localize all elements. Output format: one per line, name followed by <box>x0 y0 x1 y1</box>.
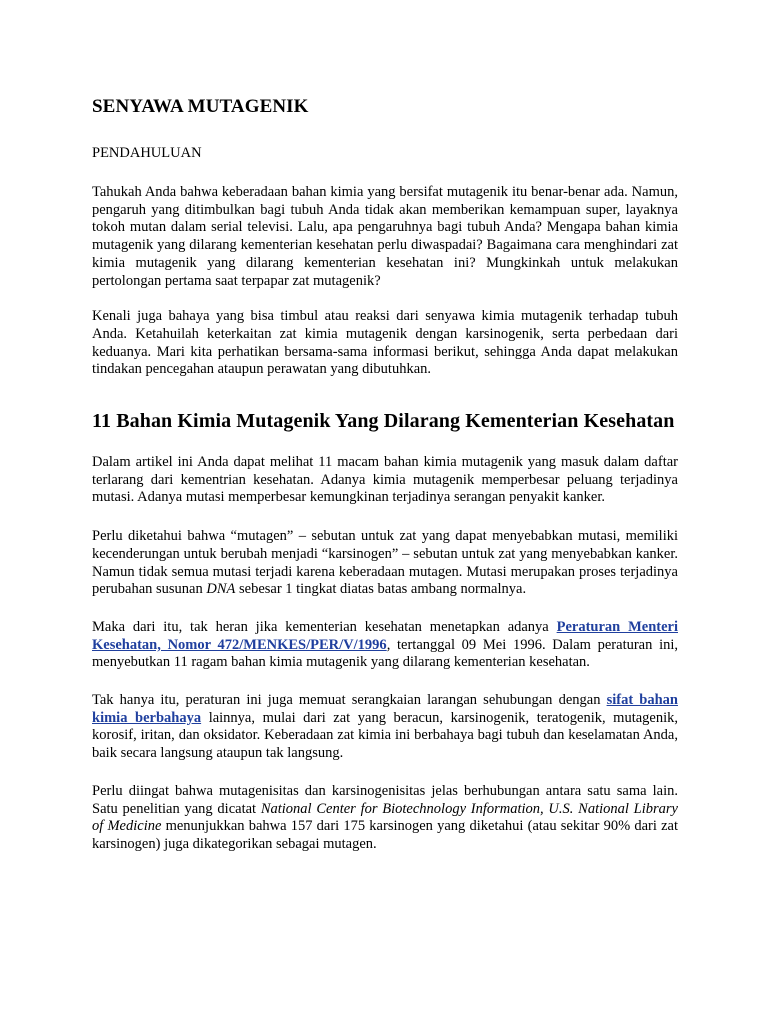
paragraph-text: Maka dari itu, tak heran jika kementerian kesehatan menetapkan adanya <box>92 618 557 635</box>
paragraph-text: Perlu diketahui bahwa “mutagen” – sebutan untuk zat yang dapat menyebabkan mutasi, memiliki kecenderungan untuk berubah menjadi “karsinogen” – sebutan untuk zat yang menyebabkan kanker. Namun tidak semua mutasi terjadi karena keberadaan mutagen. Mutasi merupakan proses terjadinya perubahan susunan <box>92 528 678 598</box>
ncbi-italic-text: National Center for Biotechnology Information, U.S. National Library of Medicine <box>92 800 678 835</box>
subheading-pendahuluan: PENDAHULUAN <box>92 145 202 161</box>
section-title: 11 Bahan Kimia Mutagenik Yang Dilarang Kementerian Kesehatan <box>92 410 675 433</box>
hazardous-chemicals-link[interactable]: sifat bahan kimia berbahaya <box>92 692 678 726</box>
intro-paragraph-1: Tahukah Anda bahwa keberadaan bahan kimia yang bersifat mutagenik itu benar-benar ada. Namun, pengaruh yang ditimbulkan bagi tubuh Anda tidak akan memberikan kemampuan super, layaknya tokoh mutan dalam serial televisi. Lalu, apa pengaruhnya bagi tubuh Anda? Mengapa bahan kimia mutagenik yang dilarang kementerian kesehatan perlu diwaspadai? Bagaimana cara menghindari zat kimia mutagenik yang dilarang kementerian kesehatan ini? Mungkinkah untuk melakukan pertolongan pertama saat terpapar zat mutagenik? <box>92 184 678 289</box>
paragraph-text: , tertanggal 09 Mei 1996. Dalam peraturan ini, menyebutkan 11 ragam bahan kimia mutagenik yang dilarang kementerian kesehatan. <box>92 636 679 671</box>
paragraph-text: lainnya, mulai dari zat yang beracun, karsinogenik, teratogenik, mutagenik, korosif, iritan, dan oksidator. Keberadaan zat kimia ini berbahaya bagi tubuh dan keselamatan Anda, baik secara langsung ataupun tak langsung. <box>92 709 679 762</box>
paragraph-overview: Dalam artikel ini Anda dapat melihat 11 macam bahan kimia mutagenik yang masuk dalam daftar terlarang dari kementrian kesehatan. Adanya kimia mutagenik memperbesar peluang terjadinya mutasi. Adanya mutasi memperbesar kemungkinan terjadinya serangan penyakit kanker. <box>92 454 678 506</box>
document-title: SENYAWA MUTAGENIK <box>92 96 309 117</box>
paragraph-hazardous-properties <box>92 692 678 763</box>
paragraph-text: Tak hanya itu, peraturan ini juga memuat serangkaian larangan sehubungan dengan <box>92 692 607 709</box>
paragraph-text: Perlu diingat bahwa mutagenisitas dan karsinogenisitas jelas berhubungan antara satu sama lain. Satu penelitian yang dicatat <box>92 782 678 817</box>
regulation-link[interactable]: Peraturan Menteri Kesehatan, Nomor 472/MENKES/PER/V/1996 <box>92 618 678 653</box>
paragraph-regulation <box>92 619 678 672</box>
paragraph-text: sebesar 1 tingkat diatas batas ambang normalnya. <box>235 581 527 598</box>
document-page <box>92 96 678 854</box>
dna-italic-text: DNA <box>206 581 236 598</box>
paragraph-text: menunjukkan bahwa 157 dari 175 karsinogen yang diketahui (atau sekitar 90% dari zat karsinogen) juga dikategorikan sebagai mutagen. <box>92 818 678 852</box>
intro-paragraph-2: Kenali juga bahaya yang bisa timbul atau reaksi dari senyawa kimia mutagenik terhadap tubuh Anda. Ketahuilah keterkaitan zat kimia mutagenik dengan karsinogenik, serta perbedaan dari keduanya. Mari kita perhatikan bersama-sama informasi berikut, sehingga Anda dapat melakukan tindakan pencegahan ataupun perawatan yang dibutuhkan. <box>92 308 678 378</box>
paragraph-mutagenicity <box>92 783 678 854</box>
paragraph-mutagen-definition <box>92 528 678 599</box>
